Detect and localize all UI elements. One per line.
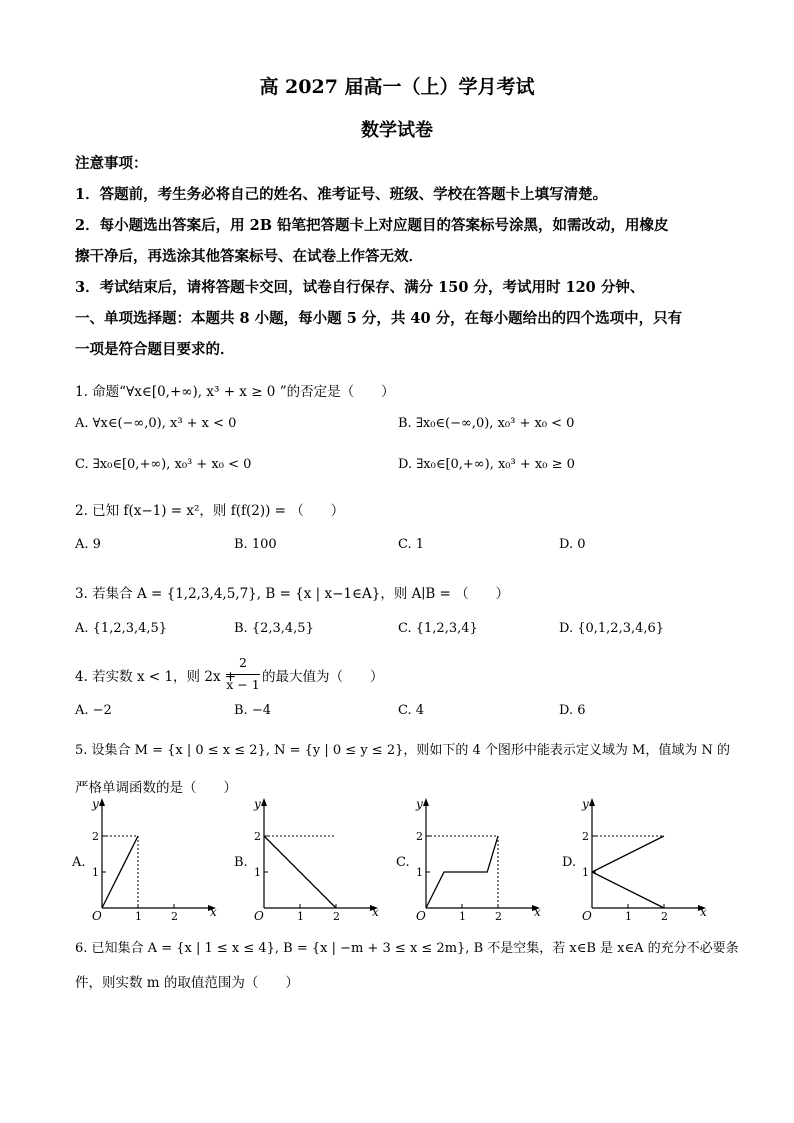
q5-graphs (72, 796, 732, 930)
q4-stem-pre: 4. 若实数 x < 1，则 2x + (75, 669, 237, 685)
y-axis-label: y (582, 797, 589, 811)
section1-line2: 一项是符合题目要求的． (75, 341, 235, 358)
y-axis-arrow (261, 798, 267, 806)
x-tick-label: 1 (297, 910, 304, 923)
function-graph (102, 836, 138, 908)
q5-line2: 严格单调函数的是（ ） (75, 780, 237, 796)
y-tick-label: 2 (416, 830, 423, 843)
y-tick-label: 2 (254, 830, 261, 843)
y-tick-label: 1 (582, 866, 589, 879)
x-tick-label: 1 (459, 910, 466, 923)
q4-stem-post: 的最大值为（ ） (262, 669, 384, 685)
q4-frac-denominator: x − 1 (226, 677, 260, 692)
y-axis-arrow (99, 798, 105, 806)
x-axis-label: x (534, 905, 541, 919)
x-axis-label: x (700, 905, 707, 919)
q6-line2: 件，则实数 m 的取值范围为（ ） (75, 975, 299, 991)
q2-option-d: D. 0 (559, 537, 586, 552)
function-graph (426, 836, 498, 908)
function-graph (592, 836, 664, 872)
x-tick-label: 2 (661, 910, 668, 923)
q3-stem: 3. 若集合 A = {1,2,3,4,5,7}, B = {x | x−1∈A}，则 A∣B = （ ） (75, 586, 510, 602)
q3-option-d: D. {0,1,2,3,4,6} (559, 621, 665, 636)
origin-label: O (254, 909, 264, 923)
y-axis-arrow (589, 798, 595, 806)
graph-label: C. (396, 855, 410, 870)
notice-item-2b: 擦干净后，再选涂其他答案标号、在试卷上作答无效． (75, 248, 423, 265)
q4-option-d: D. 6 (559, 703, 586, 718)
notice-item-2a: 2．每小题选出答案后，用 2B 铅笔把答题卡上对应题目的答案标号涂黑，如需改动，用橡皮 (75, 217, 669, 234)
q4-frac-numerator: 2 (239, 655, 247, 670)
q2-stem: 2. 已知 f(x−1) = x²，则 f(f(2)) = （ ） (75, 503, 345, 519)
function-graph (264, 836, 336, 908)
q3-option-c: C. {1,2,3,4} (398, 621, 478, 636)
x-tick-label: 2 (171, 910, 178, 923)
graph-label: A. (72, 855, 86, 870)
q6-line1: 6. 已知集合 A = {x | 1 ≤ x ≤ 4}, B = {x | −m + 3 ≤ x ≤ 2m}, B 不是空集，若 x∈B 是 x∈A 的充分不必要条 (75, 941, 739, 956)
exam-title: 高 2027 届高一（上）学月考试 (259, 76, 535, 98)
y-axis-label: y (416, 797, 423, 811)
x-axis-label: x (372, 905, 379, 919)
y-tick-label: 1 (92, 866, 99, 879)
y-tick-label: 1 (254, 866, 261, 879)
q4-frac-bar (226, 674, 260, 675)
x-tick-label: 2 (495, 910, 502, 923)
q4-option-b: B. −4 (234, 703, 271, 718)
q1-option-c: C. ∃x₀∈[0,+∞), x₀³ + x₀ < 0 (75, 457, 252, 472)
q1-option-a: A. ∀x∈(−∞,0), x³ + x < 0 (75, 416, 237, 431)
x-tick-label: 1 (625, 910, 632, 923)
exam-subtitle: 数学试卷 (361, 120, 433, 141)
y-axis-label: y (92, 797, 99, 811)
origin-label: O (92, 909, 102, 923)
y-axis-arrow (423, 798, 429, 806)
origin-label: O (416, 909, 426, 923)
q1-stem: 1. 命题“∀x∈[0,+∞), x³ + x ≥ 0 ”的否定是（ ） (75, 384, 395, 400)
q2-option-c: C. 1 (398, 537, 425, 552)
q2-option-b: B. 100 (234, 537, 277, 552)
q1-option-d: D. ∃x₀∈[0,+∞), x₀³ + x₀ ≥ 0 (398, 457, 575, 472)
notice-item-3: 3．考试结束后，请将答题卡交回，试卷自行保存、满分 150 分，考试用时 120 分钟、 (75, 279, 645, 296)
y-tick-label: 2 (92, 830, 99, 843)
q5-line1: 5. 设集合 M = {x | 0 ≤ x ≤ 2}, N = {y | 0 ≤ y ≤ 2}，则如下的 4 个图形中能表示定义域为 M，值域为 N 的 (75, 743, 730, 758)
x-tick-label: 2 (333, 910, 340, 923)
notice-item-1: 1．答题前，考生务必将自己的姓名、准考证号、班级、学校在答题卡上填写清楚。 (75, 186, 608, 203)
q5-graphs-svg (72, 796, 732, 926)
q3-option-a: A. {1,2,3,4,5} (75, 621, 168, 636)
q4-option-a: A. −2 (75, 703, 112, 718)
function-graph-2 (592, 872, 664, 908)
graph-label: B. (234, 855, 248, 870)
section1-line1: 一、单项选择题：本题共 8 小题，每小题 5 分，共 40 分，在每小题给出的四个选项中，只有 (75, 310, 683, 327)
x-axis-label: x (210, 905, 217, 919)
q4-option-c: C. 4 (398, 703, 425, 718)
q1-option-b: B. ∃x₀∈(−∞,0), x₀³ + x₀ < 0 (398, 416, 575, 431)
origin-label: O (582, 909, 592, 923)
graph-label: D. (562, 855, 577, 870)
x-tick-label: 1 (135, 910, 142, 923)
y-axis-label: y (254, 797, 261, 811)
y-tick-label: 1 (416, 866, 423, 879)
notice-heading: 注意事项： (75, 155, 148, 172)
q3-option-b: B. {2,3,4,5} (234, 621, 314, 636)
q2-option-a: A. 9 (75, 537, 101, 552)
y-tick-label: 2 (582, 830, 589, 843)
